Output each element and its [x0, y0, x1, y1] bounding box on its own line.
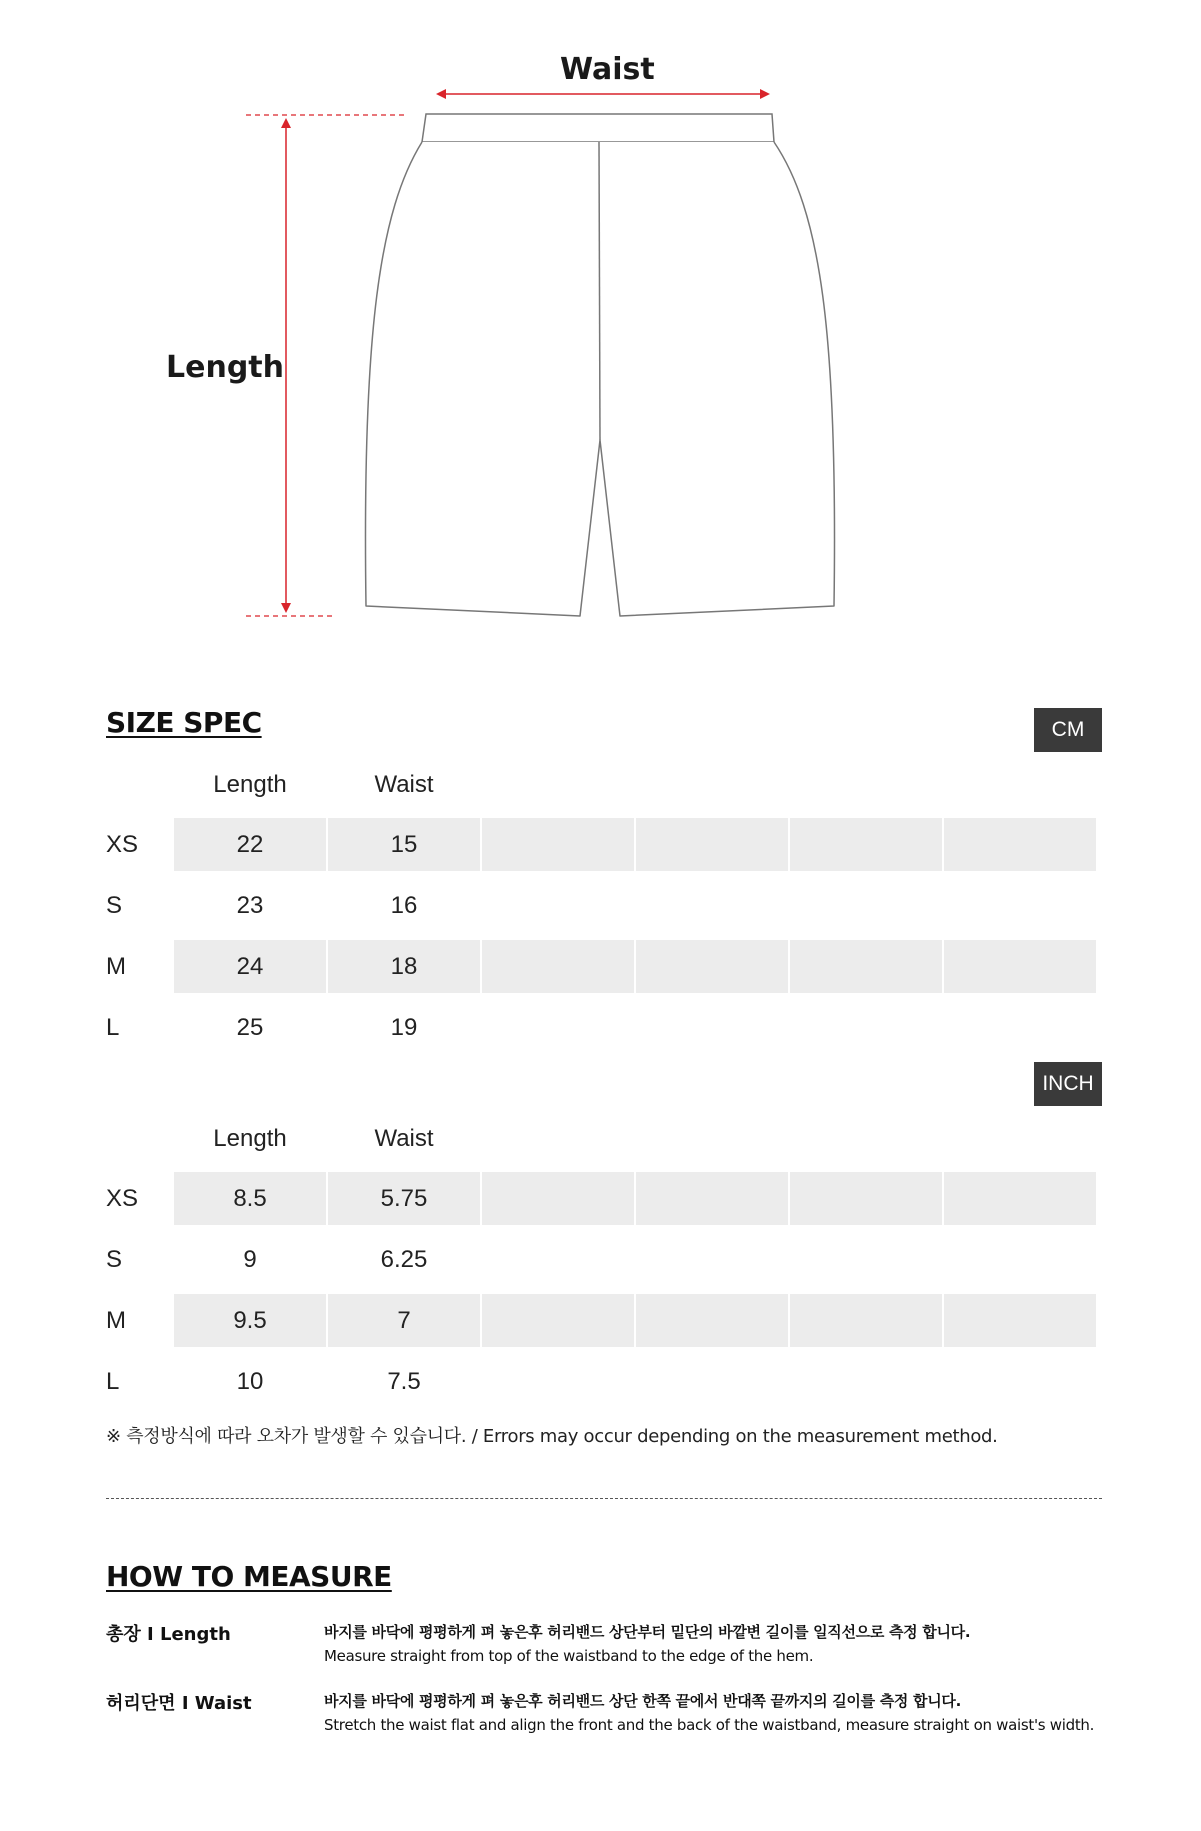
shorts-outline: [0, 0, 1201, 660]
size-table-cm: [106, 770, 1102, 1054]
table-cell: 23: [236, 892, 264, 919]
empty-cell: [636, 818, 788, 871]
table-cell: 16: [390, 892, 418, 919]
empty-cell: [482, 940, 634, 993]
empty-cell: [944, 940, 1096, 993]
empty-cell: [790, 1172, 942, 1225]
empty-cell: [790, 818, 942, 871]
empty-cell: [482, 1172, 634, 1225]
measure-label: 총장 I Length: [106, 1624, 231, 1645]
measure-description-en: Stretch the waist flat and align the front and the back of the waistband, measure straight on waist's width.: [324, 1716, 1095, 1734]
waist-label: Waist: [560, 52, 655, 87]
empty-cell: [636, 1294, 788, 1347]
table-cell: 25: [236, 1014, 264, 1041]
table-row: [106, 1001, 1102, 1054]
column-header-waist: Waist: [374, 771, 434, 798]
size-label: L: [106, 1014, 120, 1041]
length-arrow-top: [281, 118, 291, 128]
empty-cell: [790, 1294, 942, 1347]
size-label: M: [106, 953, 126, 980]
table-cell: 19: [390, 1014, 418, 1041]
size-label: XS: [106, 1185, 139, 1212]
table-cell: 22: [174, 818, 326, 871]
empty-cell: [482, 1294, 634, 1347]
table-cell: 24: [174, 940, 326, 993]
empty-cell: [636, 940, 788, 993]
measure-description-ko: 바지를 바닥에 평평하게 펴 놓은후 허리밴드 상단 한쪽 끝에서 반대쪽 끝까지의 길이를 측정 합니다.: [324, 1692, 961, 1710]
table-row: [106, 1233, 1102, 1286]
table-cell: 5.75: [328, 1172, 480, 1225]
measure-description: [324, 1689, 1104, 1737]
measure-description-ko: 바지를 바닥에 평평하게 펴 놓은후 허리밴드 상단부터 밑단의 바깥변 길이를 일직선으로 측정 합니다.: [324, 1623, 971, 1641]
measurement-note: ※ 측정방식에 따라 오차가 발생할 수 있습니다. / Errors may occur depending on the measurement method.: [106, 1426, 998, 1447]
dashed-divider: [106, 1498, 1102, 1499]
empty-cell: [482, 818, 634, 871]
empty-cell: [636, 1172, 788, 1225]
how-to-measure-title: HOW TO MEASURE: [106, 1560, 392, 1593]
column-header-length: Length: [213, 1125, 287, 1152]
waist-arrow-left: [436, 89, 446, 99]
empty-cell: [944, 1294, 1096, 1347]
measure-label: 허리단면 I Waist: [106, 1693, 252, 1714]
measure-description: [324, 1620, 1104, 1668]
table-header: [106, 770, 1102, 818]
table-row: [106, 1294, 1102, 1347]
empty-cell: [790, 940, 942, 993]
column-header-waist: Waist: [374, 1125, 434, 1152]
unit-badge-cm: CM: [1034, 708, 1102, 752]
column-header-length: Length: [213, 771, 287, 798]
table-cell: 8.5: [174, 1172, 326, 1225]
table-cell: 9: [243, 1246, 257, 1273]
size-label: S: [106, 892, 123, 919]
table-cell: 9.5: [174, 1294, 326, 1347]
table-row: [106, 879, 1102, 932]
table-cell: 18: [328, 940, 480, 993]
size-label: L: [106, 1368, 120, 1395]
table-row: [106, 1172, 1102, 1225]
size-label: XS: [106, 831, 139, 858]
size-table-inch: [106, 1124, 1102, 1408]
empty-cell: [944, 1172, 1096, 1225]
size-label: M: [106, 1307, 126, 1334]
waist-arrow-right: [760, 89, 770, 99]
size-spec-title: SIZE SPEC: [106, 706, 262, 739]
table-cell: 7.5: [387, 1368, 421, 1395]
size-label: S: [106, 1246, 123, 1273]
empty-cell: [944, 818, 1096, 871]
table-row: [106, 818, 1102, 871]
table-cell: 10: [236, 1368, 264, 1395]
table-cell: 6.25: [380, 1246, 428, 1273]
shorts-diagram: [0, 0, 1201, 660]
table-row: [106, 1355, 1102, 1408]
length-arrow-bottom: [281, 603, 291, 613]
table-header: [106, 1124, 1102, 1172]
table-row: [106, 940, 1102, 993]
unit-badge-inch: INCH: [1034, 1062, 1102, 1106]
measure-description-en: Measure straight from top of the waistband to the edge of the hem.: [324, 1647, 814, 1665]
table-cell: 15: [328, 818, 480, 871]
table-cell: 7: [328, 1294, 480, 1347]
length-label: Length: [166, 350, 284, 385]
